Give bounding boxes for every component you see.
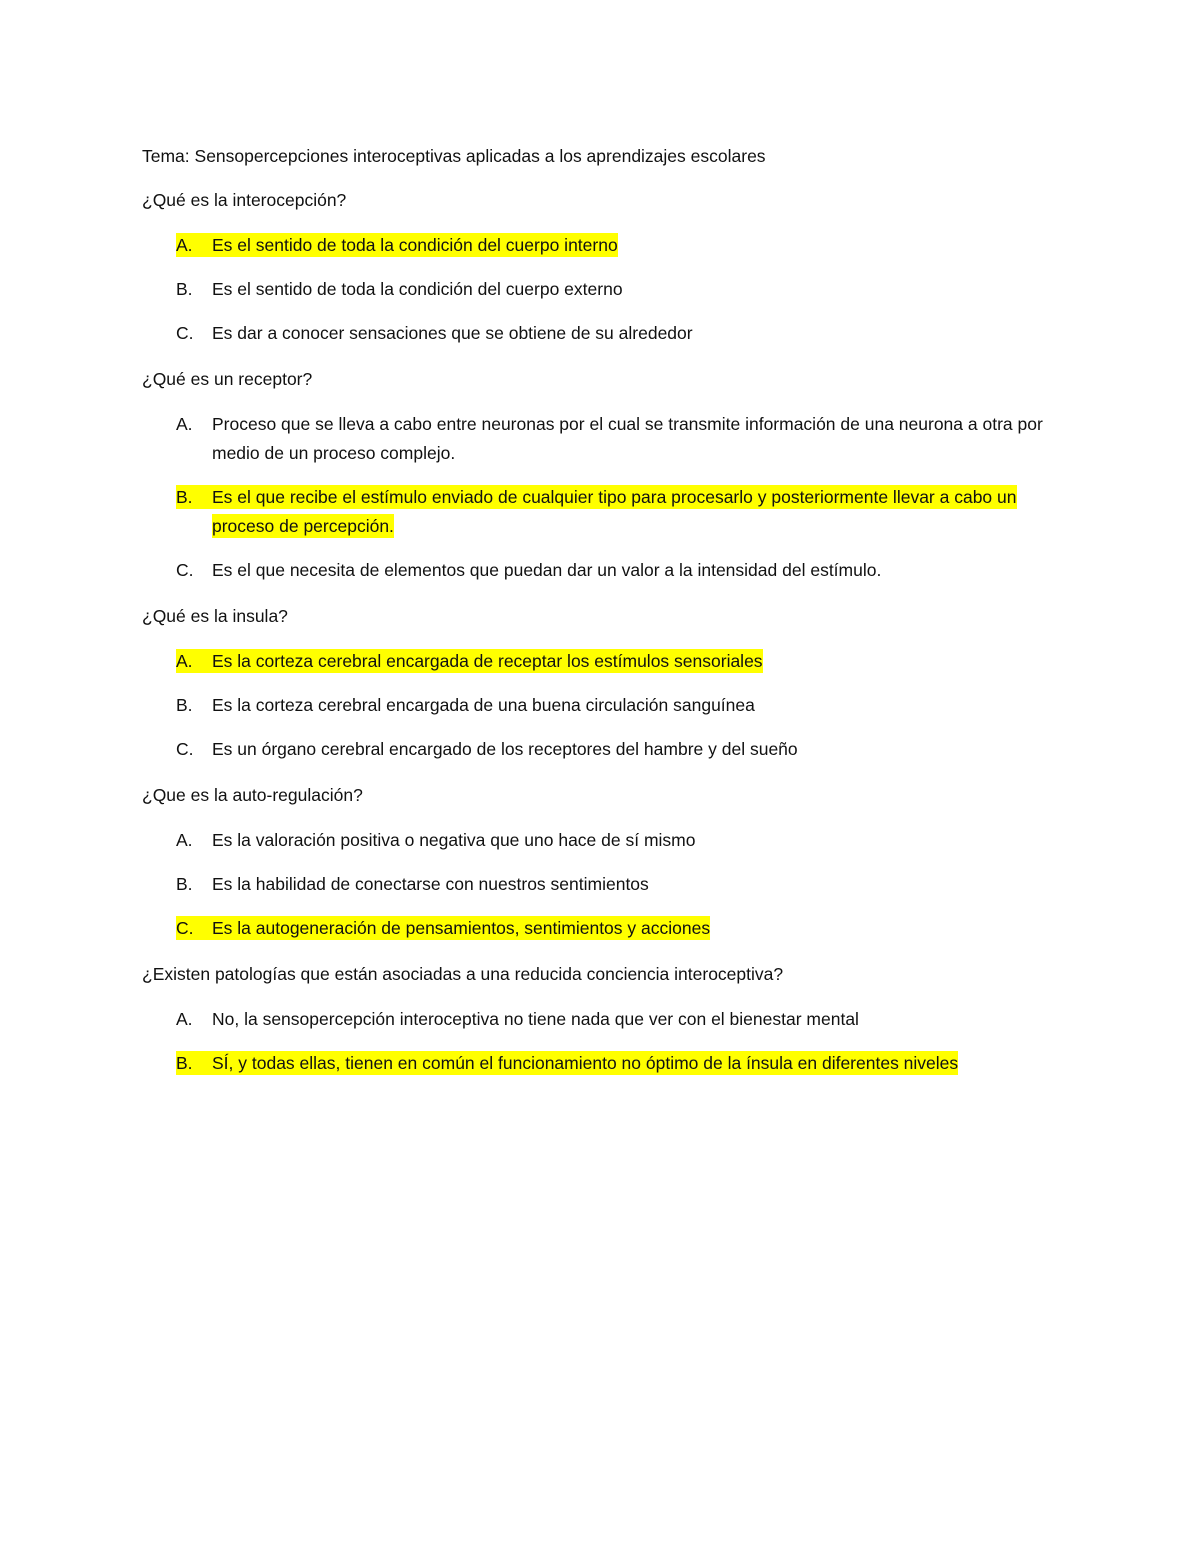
option-3c bbox=[142, 735, 1072, 764]
question-5: ¿Existen patologías que están asociadas a una reducida conciencia interoceptiva? bbox=[142, 964, 784, 984]
options-list-4 bbox=[142, 826, 1072, 943]
option-2b-highlighted bbox=[142, 483, 1072, 541]
option-text: Es la habilidad de conectarse con nuestros sentimientos bbox=[212, 874, 649, 894]
option-2c bbox=[142, 556, 1072, 585]
option-letter: C. bbox=[176, 323, 194, 343]
option-text: Es el que necesita de elementos que puedan dar un valor a la intensidad del estímulo. bbox=[212, 560, 882, 580]
option-letter: B. bbox=[176, 279, 193, 299]
question-4: ¿Que es la auto-regulación? bbox=[142, 785, 363, 805]
option-letter: B. bbox=[176, 874, 193, 894]
option-3a-highlighted bbox=[142, 647, 1072, 676]
document-body bbox=[142, 143, 1072, 1096]
option-letter: A. bbox=[176, 830, 193, 850]
option-letter: C. bbox=[176, 560, 194, 580]
option-text: Es el sentido de toda la condición del cuerpo externo bbox=[212, 279, 623, 299]
options-list-3 bbox=[142, 647, 1072, 764]
question-2: ¿Qué es un receptor? bbox=[142, 369, 313, 389]
option-letter: A. bbox=[176, 1009, 193, 1029]
option-3b bbox=[142, 691, 1072, 720]
document-title: Tema: Sensopercepciones interoceptivas aplicadas a los aprendizajes escolares bbox=[142, 146, 766, 166]
option-letter: B. bbox=[142, 483, 212, 541]
option-letter: A. bbox=[142, 231, 212, 260]
option-text: Es la autogeneración de pensamientos, sentimientos y acciones bbox=[212, 918, 711, 938]
option-text: No, la sensopercepción interoceptiva no tiene nada que ver con el bienestar mental bbox=[212, 1009, 859, 1029]
option-letter: C. bbox=[142, 914, 212, 943]
option-5b-highlighted bbox=[142, 1049, 1072, 1078]
option-letter: A. bbox=[142, 647, 212, 676]
option-letter: B. bbox=[142, 1049, 212, 1078]
option-text: Es el que recibe el estímulo enviado de cualquier tipo para procesarlo y posteriormente llevar a cabo un proceso de percepción. bbox=[212, 487, 1017, 536]
option-2a bbox=[142, 410, 1072, 468]
options-list-2 bbox=[142, 410, 1072, 585]
options-list-5 bbox=[142, 1005, 1072, 1078]
option-text: SÍ, y todas ellas, tienen en común el funcionamiento no óptimo de la ínsula en diferentes niveles bbox=[212, 1053, 959, 1073]
option-letter: C. bbox=[176, 739, 194, 759]
option-text: Es dar a conocer sensaciones que se obtiene de su alrededor bbox=[212, 323, 693, 343]
option-4c-highlighted bbox=[142, 914, 1072, 943]
option-text: Es el sentido de toda la condición del cuerpo interno bbox=[212, 235, 618, 255]
question-3: ¿Qué es la insula? bbox=[142, 606, 288, 626]
option-1c bbox=[142, 319, 1072, 348]
question-1: ¿Qué es la interocepción? bbox=[142, 190, 347, 210]
option-1b bbox=[142, 275, 1072, 304]
option-text: Es la corteza cerebral encargada de una buena circulación sanguínea bbox=[212, 695, 755, 715]
option-text: Es un órgano cerebral encargado de los receptores del hambre y del sueño bbox=[212, 739, 798, 759]
option-letter: A. bbox=[176, 414, 193, 434]
option-letter: B. bbox=[176, 695, 193, 715]
option-text: Es la corteza cerebral encargada de receptar los estímulos sensoriales bbox=[212, 651, 763, 671]
option-text: Proceso que se lleva a cabo entre neuronas por el cual se transmite información de una neurona a otra por medio de un proceso complejo. bbox=[212, 414, 1043, 463]
option-4a bbox=[142, 826, 1072, 855]
option-4b bbox=[142, 870, 1072, 899]
option-1a-highlighted bbox=[142, 231, 1072, 260]
options-list-1 bbox=[142, 231, 1072, 348]
option-5a bbox=[142, 1005, 1072, 1034]
option-text: Es la valoración positiva o negativa que uno hace de sí mismo bbox=[212, 830, 696, 850]
